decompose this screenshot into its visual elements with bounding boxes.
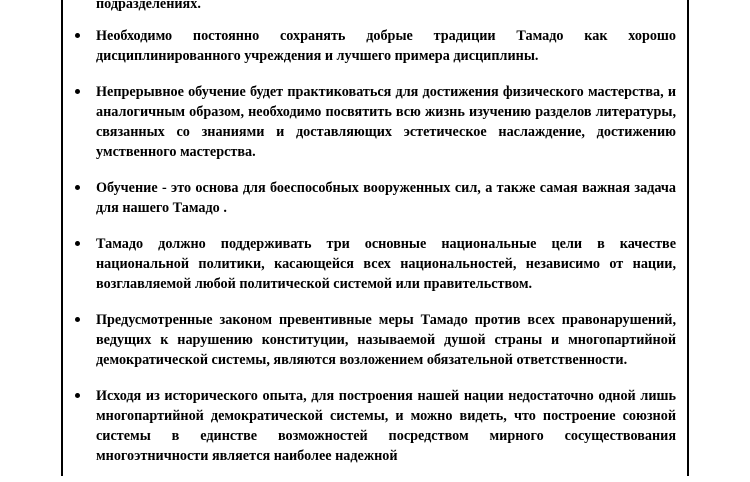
bullet-dot-icon [75, 241, 80, 246]
bullet-dot-icon [75, 89, 80, 94]
continued-paragraph: подразделениях. [96, 0, 201, 12]
bullet-text: Необходимо постоянно сохранять добрые традиции Тамадо как хорошо дисциплинированного учреждения и лучшего примера дисциплины. [96, 28, 676, 64]
bullet-text: Обучение - это основа для боеспособных вооруженных сил, а также самая важная задача для нашего Тамадо . [96, 180, 676, 216]
bullet-text: Непрерывное обучение будет практиковаться для достижения физического мастерства, и аналогичным образом, необходимо посвятить всю жизнь изучению разделов литературы, связанных со знаниями и доставляющих эстетическое наслаждение, достижению умственного мастерства. [96, 84, 676, 160]
bullet-dot-icon [75, 393, 80, 398]
bullet-item [96, 386, 676, 466]
bullet-item [96, 82, 676, 162]
bullet-text: Исходя из исторического опыта, для построения нашей нации недостаточно одной лишь многопартийной демократической системы, и можно видеть, что построение союзной системы в единстве возможностей посредством мирного сосуществования многоэтничности является наиболее надежной [96, 388, 676, 464]
bullet-dot-icon [75, 185, 80, 190]
bullet-item [96, 234, 676, 294]
bullet-item [96, 26, 676, 66]
bullet-text: Предусмотренные законом превентивные меры Тамадо против всех правонарушений, ведущих к нарушению конституции, называемой душой страны и многопартийной демократической системы, являются возложением обязательной ответственности. [96, 312, 676, 368]
bullet-dot-icon [75, 33, 80, 38]
document-body [96, 0, 676, 482]
bullet-text: Тамадо должно поддерживать три основные национальные цели в качестве национальной политики, касающейся всех национальностей, независимо от нации, возглавляемой любой политической системой или правительством. [96, 236, 676, 292]
bullet-item [96, 178, 676, 218]
bullet-dot-icon [75, 317, 80, 322]
bullet-list [96, 26, 676, 466]
bullet-item [96, 310, 676, 370]
